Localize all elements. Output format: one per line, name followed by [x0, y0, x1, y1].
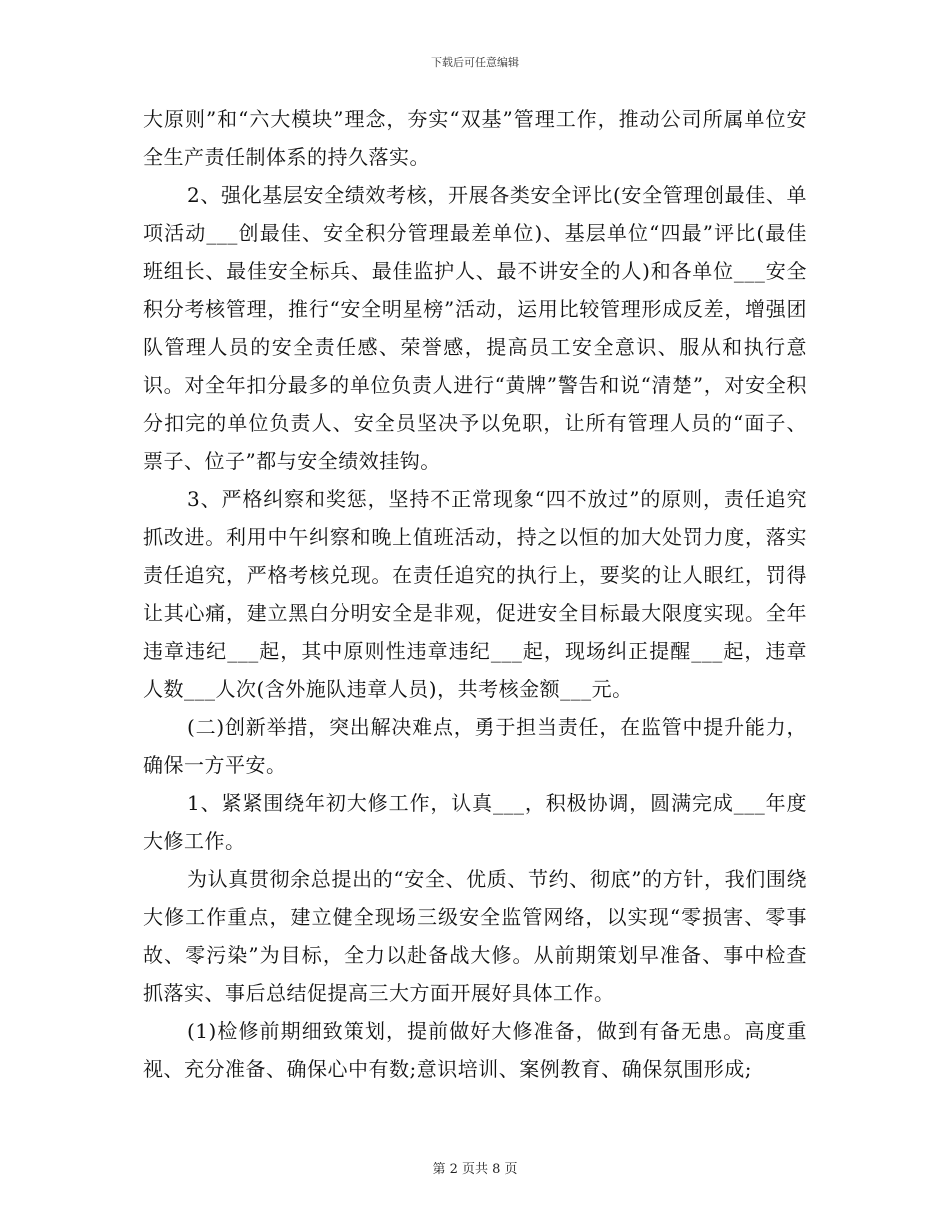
paragraph-1: 大原则”和“六大模块”理念，夯实“双基”管理工作，推动公司所属单位安全生产责任制体系的持久落实。 — [143, 107, 807, 169]
page-number: 第 2 页共 8 页 — [432, 1162, 518, 1177]
paragraph-2: 2、强化基层安全绩效考核，开展各类安全评比(安全管理创最佳、单项活动___创最佳、安全积分管理最差单位)、基层单位“四最”评比(最佳班组长、最佳安全标兵、最佳监护人、最不讲安全的人)和各单位___安全积分考核管理，推行“安全明星榜”活动，运用比较管理形成反差，增强团队管理人员的安全责任感、荣誉感，提高员工安全意识、服从和执行意识。对全年扣分最多的单位负责人进行“黄牌”警告和说“清楚”，对安全积分扣完的单位负责人、安全员坚决予以免职，让所有管理人员的“面子、票子、位子”都与安全绩效挂钩。 — [143, 183, 807, 473]
paragraph-7: (1)检修前期细致策划，提前做好大修准备，做到有备无患。高度重视、充分准备、确保心中有数;意识培训、案例教育、确保氛围形成; — [143, 1019, 807, 1081]
paragraph-6: 为认真贯彻余总提出的“安全、优质、节约、彻底”的方针，我们围绕大修工作重点，建立健全现场三级安全监管网络，以实现“零损害、零事故、零污染”为目标，全力以赴备战大修。从前期策划早准备、事中检查抓落实、事后总结促提高三大方面开展好具体工作。 — [143, 867, 807, 1005]
paragraph-3: 3、严格纠察和奖惩，坚持不正常现象“四不放过”的原则，责任追究抓改进。利用中午纠察和晚上值班活动，持之以恒的加大处罚力度，落实责任追究，严格考核兑现。在责任追究的执行上，要奖的让人眼红，罚得让其心痛，建立黑白分明安全是非观，促进安全目标最大限度实现。全年违章违纪___起，其中原则性违章违纪___起，现场纠正提醒___起，违章人数___人次(含外施队违章人员)，共考核金额___元。 — [143, 487, 807, 701]
paragraph-5: 1、紧紧围绕年初大修工作，认真___，积极协调，圆满完成___年度大修工作。 — [143, 791, 807, 853]
document-body — [143, 100, 807, 1088]
paragraph-4: (二)创新举措，突出解决难点，勇于担当责任，在监管中提升能力，确保一方平安。 — [143, 715, 807, 777]
page-header-note: 下载后可任意编辑 — [431, 56, 519, 69]
